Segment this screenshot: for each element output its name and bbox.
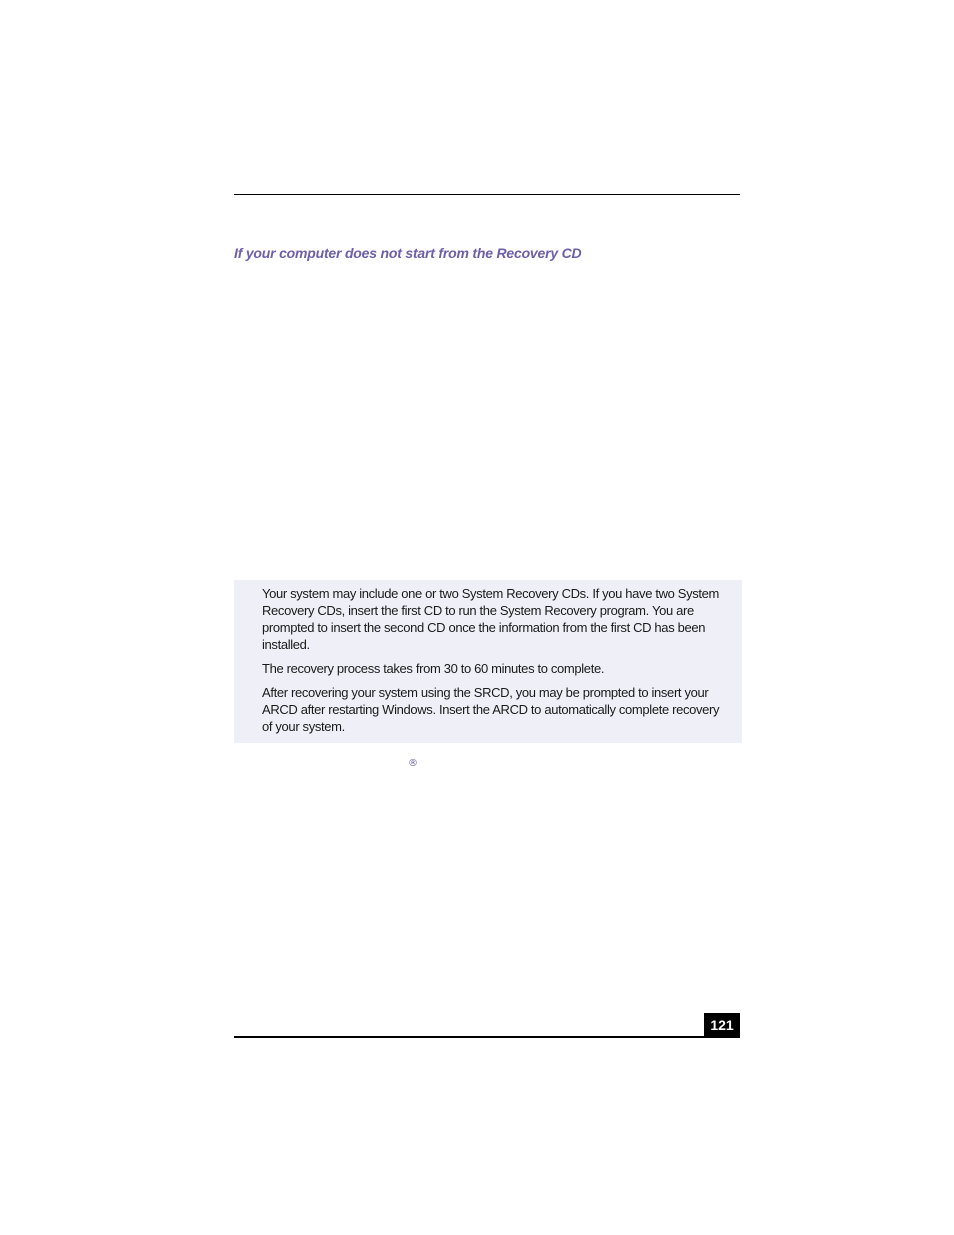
footer-rule <box>234 1036 740 1038</box>
registered-trademark-mark: ® <box>408 758 418 769</box>
note-paragraph-recovery-duration: The recovery process takes from 30 to 60 minutes to complete. <box>262 661 605 676</box>
note-paragraph-arcd: After recovering your system using the SRCD, you may be prompted to insert your ARCD after restarting Windows. Insert the ARCD to automatically complete recovery of your system. <box>262 685 720 734</box>
section-heading: If your computer does not start from the Recovery CD <box>234 245 582 261</box>
header-rule <box>234 194 740 195</box>
page-number: 121 <box>704 1013 740 1037</box>
note-box <box>234 580 742 743</box>
note-paragraph-recovery-cds: Your system may include one or two System Recovery CDs. If you have two System Recovery CDs, insert the first CD to run the System Recovery program. You are prompted to insert the second CD once the information from the first CD has been installed. <box>262 586 720 652</box>
